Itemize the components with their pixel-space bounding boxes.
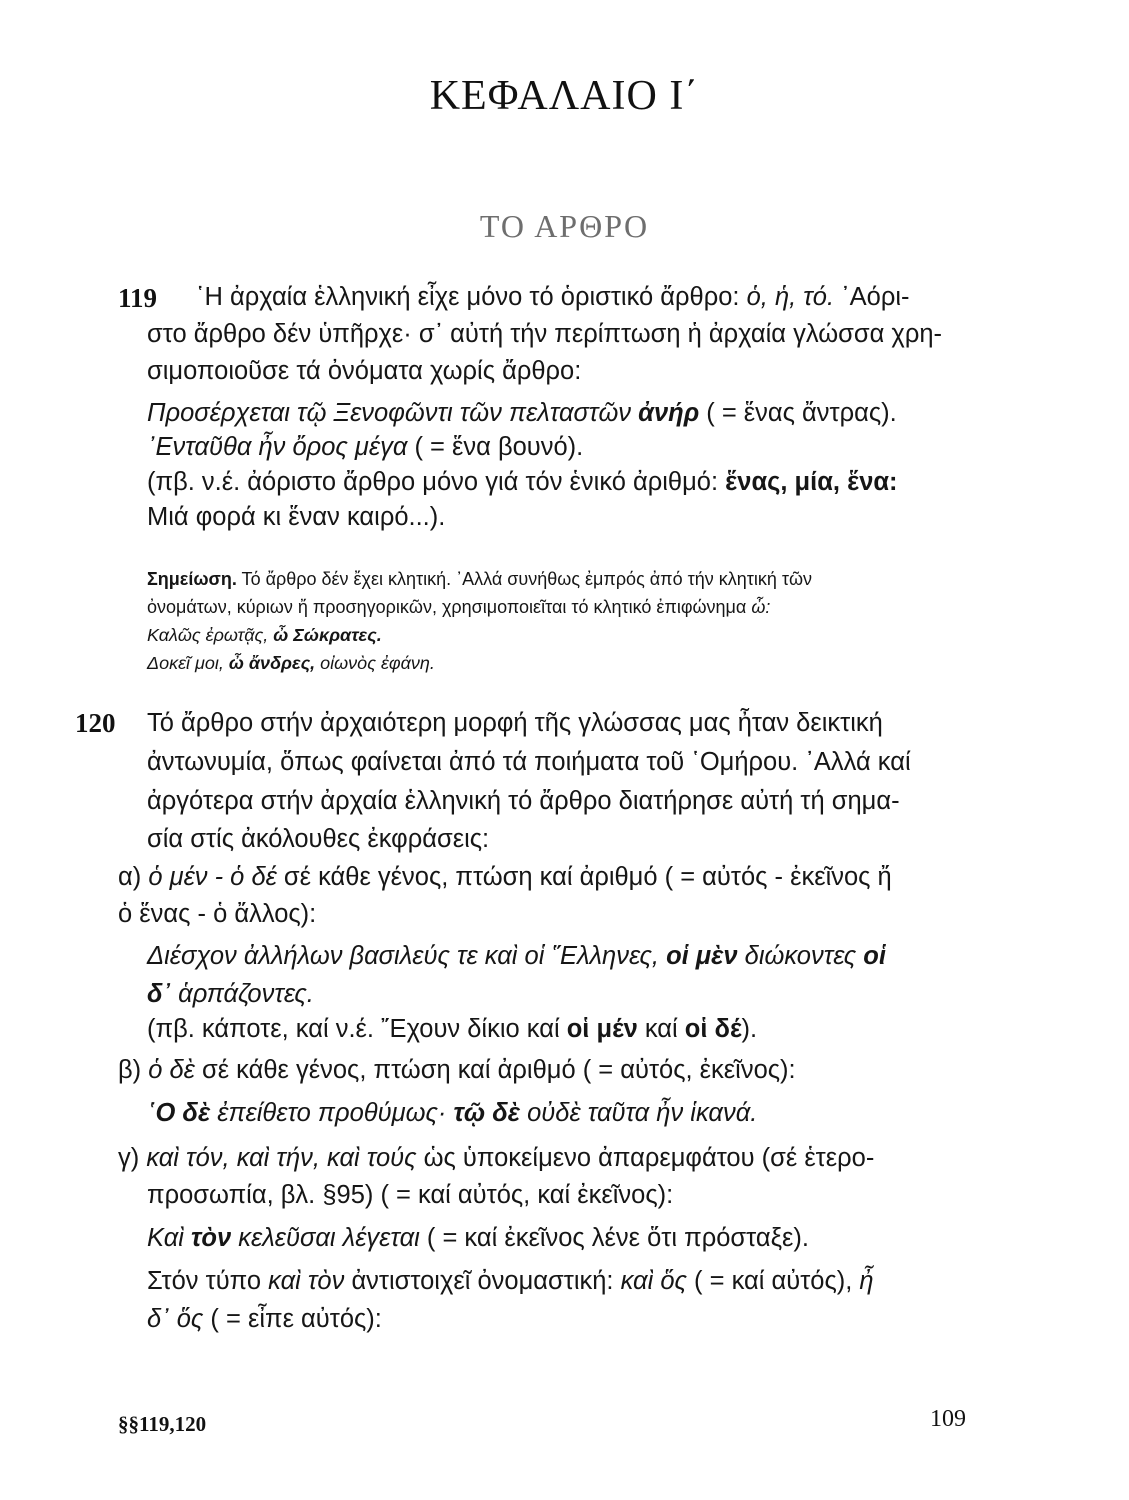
p120-item-c-line-1: γ) καὶ τόν, καὶ τήν, καὶ τούς ὡς ὑποκείμενο ἀπαρεμφάτου (σέ ἑτερο- (118, 1144, 875, 1172)
p120-item-d-line-1: Στόν τύπο καὶ τὸν ἀντιστοιχεῖ ὀνομαστική: καὶ ὅς ( = καί αὐτός), ἦ (147, 1267, 874, 1295)
note-example-2: Δοκεῖ μοι, ὦ ἄνδρες, οἰωνὸς ἐφάνη. (147, 653, 435, 673)
p119-line-2: στο ἄρθρο δέν ὑπῆρχε· σ᾿ αὐτή τήν περίπτωση ἡ ἀρχαία γλώσσα χρη- (147, 320, 942, 348)
p120-item-c-line-2: προσωπία, βλ. §95) ( = καί αὐτός, καί ἐκεῖνος): (147, 1181, 674, 1209)
p120-item-b-example: ῾Ο δὲ ἐπείθετο προθύμως· τῷ δὲ οὐδὲ ταῦτα ἦν ἱκανά. (147, 1099, 758, 1127)
page-number: 109 (930, 1406, 966, 1432)
note-line-2: ὀνομάτων, κύριων ἤ προσηγορικῶν, χρησιμοποιεῖται τό κλητικό ἐπιφώνημα ὦ: (147, 597, 771, 617)
footer-section-refs: §§119,120 (118, 1412, 207, 1436)
p119-comparison-2: Μιά φορά κι ἕναν καιρό...). (147, 503, 446, 531)
p120-line-4: σία στίς ἀκόλουθες ἐκφράσεις: (147, 825, 490, 853)
p120-line-1: Τό ἄρθρο στήν ἀρχαιότερη μορφή τῆς γλώσσας μας ἦταν δεικτική (147, 709, 883, 737)
p120-item-a-line-1: α) ὁ μέν - ὁ δέ σέ κάθε γένος, πτώση καί ἀριθμό ( = αὐτός - ἐκεῖνος ἤ (118, 863, 892, 891)
note-example-1: Καλῶς ἐρωτᾷς, ὦ Σώκρατες. (147, 625, 382, 645)
p119-comparison-1: (πβ. ν.έ. ἀόριστο ἄρθρο μόνο γιά τόν ἑνικό ἀριθμό: ἕνας, μία, ἕνα: (147, 468, 898, 496)
p120-item-d-line-2: δ᾿ ὅς ( = εἶπε αὐτός): (147, 1305, 382, 1333)
p120-item-a-line-2: ὁ ἕνας - ὁ ἄλλος): (118, 900, 317, 928)
p120-item-b-line-1: β) ὁ δὲ σέ κάθε γένος, πτώση καί ἀριθμό ( = αὐτός, ἐκεῖνος): (118, 1056, 796, 1084)
p120-item-a-example-2: δ᾿ ἁρπάζοντες. (147, 980, 314, 1008)
p120-item-c-example: Καὶ τὸν κελεῦσαι λέγεται ( = καί ἐκεῖνος λένε ὅτι πρόσταξε). (147, 1224, 809, 1252)
chapter-title: ΚΕΦΑΛΑΙΟ Ι΄ (429, 73, 700, 119)
p120-item-a-comparison: (πβ. κάποτε, καί ν.έ. ῎Εχουν δίκιο καί οἱ μέν καί οἱ δέ). (147, 1015, 758, 1043)
section-title: ΤΟ ΑΡΘΡΟ (479, 208, 650, 244)
note-line-1: Σημείωση. Τό ἄρθρο δέν ἔχει κλητική. ᾿Αλλά συνήθως ἐμπρός ἀπό τήν κλητική τῶν (147, 569, 812, 589)
paragraph-number-119: 119 (118, 283, 158, 313)
p119-example-1: Προσέρχεται τῷ Ξενοφῶντι τῶν πελταστῶν ἀνήρ ( = ἕνας ἄντρας). (147, 399, 897, 427)
p119-line-1: ῾Η ἀρχαία ἑλληνική εἶχε μόνο τό ὁριστικό ἄρθρο: ὁ, ἡ, τό. ᾿Αόρι- (196, 283, 910, 311)
p120-item-a-example-1: Διέσχον ἀλλήλων βασιλεύς τε καὶ οἱ ῞Ελληνες, οἱ μὲν διώκοντες οἱ (147, 942, 886, 970)
p120-line-2: ἀντωνυμία, ὅπως φαίνεται ἀπό τά ποιήματα τοῦ ῾Ομήρου. ᾿Αλλά καί (147, 748, 911, 776)
p120-line-3: ἀργότερα στήν ἀρχαία ἑλληνική τό ἄρθρο διατήρησε αὐτή τή σημα- (147, 787, 900, 815)
p119-example-2: ᾿Ενταῦθα ἦν ὄρος μέγα ( = ἕνα βουνό). (147, 433, 584, 461)
p119-line-3: σιμοποιοῦσε τά ὀνόματα χωρίς ἄρθρο: (147, 357, 582, 385)
paragraph-number-120: 120 (75, 708, 116, 738)
